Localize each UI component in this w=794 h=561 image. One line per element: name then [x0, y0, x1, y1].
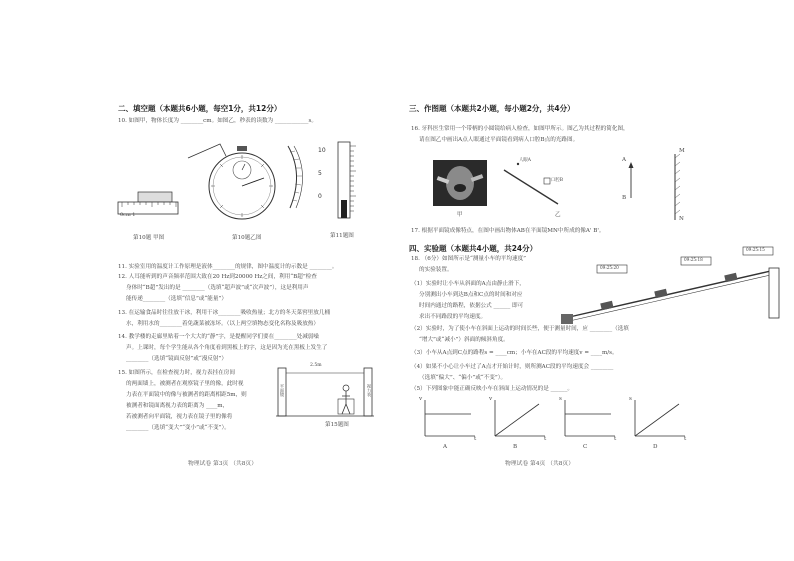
question-18-line-4: 分别测出小车到达B点和C点的时间和对应: [419, 292, 523, 298]
fig17-n-label: N: [679, 216, 684, 222]
question-18-line-2: 的实验装置。: [419, 267, 453, 273]
clock-a: 09:25:15: [746, 247, 765, 252]
graph-a-letter: A: [443, 444, 448, 450]
fig17-m-label: M: [679, 148, 685, 154]
graph-b-xaxis: t: [544, 436, 547, 442]
stopwatch-bracket: [188, 144, 226, 158]
mirror-diagram: [502, 158, 572, 208]
person-head: [343, 385, 349, 391]
dental-mirror-handle: [504, 170, 558, 204]
graph-b-line: [495, 404, 539, 436]
graph-a-yaxis: v: [419, 396, 423, 402]
graph-d-xaxis: t: [684, 436, 687, 442]
question-18-line-11: （选填“偏大”、“偏小”或“不变”）。: [419, 375, 507, 381]
fig17-b-label: B: [622, 195, 627, 201]
stopwatch-crown: [237, 146, 247, 151]
incline-apparatus: [557, 256, 787, 326]
fig16-point-b-label: 口腔B: [551, 178, 564, 183]
patient-mouth: [454, 184, 466, 192]
question-11: 11. 实验室用的温度计工作原理是液体________的规律，图中温度计的示数是 ________。: [118, 264, 338, 270]
svg-text:5: 5: [318, 170, 322, 177]
fig16-label-a: 甲: [457, 212, 463, 218]
arc-scale: [288, 146, 297, 208]
graph-c-yaxis: s: [559, 396, 562, 402]
question-13-line-1: 13. 在运输食品时往往放干冰，利用干冰________吸收热量；北方的冬天菜窖里放几桶: [118, 310, 331, 316]
cart-c: [600, 301, 613, 311]
graph-c-letter: C: [583, 444, 588, 450]
question-16-line-2: 请在图乙中画出A点人眼通过平面镜看到病人口腔B点的光路图。: [419, 137, 579, 143]
question-12-line-1: 12. 人耳能听到的声音频率范围大致在20 Hz到20000 Hz之间，利用“B超”检查: [118, 274, 317, 280]
figure-10a-caption: 第10题 甲图: [133, 235, 165, 241]
graph-b: [495, 400, 545, 436]
question-14-line-2: 声。上课时，每个学生能从各个角度看到黑板上的字，这是因为光在黑板上发生了: [126, 345, 328, 351]
question-13-line-2: 水，利用水的________着免蔬菜被冻坏。（以上两空填物态变化名称及吸放热）: [126, 321, 319, 327]
svg-text:0: 0: [318, 193, 322, 200]
point-b-box: [544, 178, 550, 184]
graph-a-xaxis: t: [474, 436, 477, 442]
question-14-line-1: 14. 教学楼的走廊里贴着一个大大的“静”字，是提醒同学们要在________处减弱噪: [118, 334, 319, 340]
fig17-a-label: A: [622, 157, 627, 163]
exam-page-4: [397, 0, 794, 561]
clock-b: 09:25:18: [684, 257, 703, 262]
question-10: 10. 如图甲，物体长度为 ________cm。如图乙，秒表的读数为 ____________s。: [118, 118, 317, 124]
dentist-photo: [433, 160, 487, 206]
figure-11-caption: 第11题图: [330, 233, 354, 239]
question-18-line-12: （5）下列图象中能正确反映小车在斜面上运动情况的是 ______。: [411, 386, 573, 392]
liquid-column: [341, 200, 347, 218]
thermometer-figure: [318, 140, 368, 225]
section-heading-drawing: 三、作图题（本题共2小题，每小题2分，共4分）: [409, 104, 575, 113]
incline-surface: [565, 270, 775, 318]
question-15-line-6: ________（选填“变大”“变小”或“不变”）。: [126, 425, 230, 431]
question-15-line-2: 的两面墙上，被测者在观察镜子里的像，此时视: [126, 381, 244, 387]
question-18-line-9: （3）小车从A点到C点的路程s = ____cm；小车在AC段的平均速度v = ____m/s。: [411, 350, 618, 356]
end-stop: [561, 314, 573, 324]
eye-test-figure: [276, 366, 376, 421]
graph-d: [635, 400, 685, 436]
section-heading-fill-blank: 二、填空题（本题共6小题，每空1分，共12分）: [118, 104, 282, 113]
question-15-line-5: 若被测者向平面镜，视力表在镜子里的像将: [126, 414, 233, 420]
graph-d-yaxis: s: [629, 396, 632, 402]
figure-15-caption: 第15题图: [325, 422, 349, 428]
svg-text:10: 10: [318, 147, 326, 154]
question-17: 17. 根据平面镜成像特点，在图中画出物体AB在平面镜MN中所成的像A' B'。: [411, 228, 605, 234]
stopwatch-figure: [180, 138, 310, 223]
question-18-line-10: （4）如果不小心让小车过了A点才开始计时，则所测AC段的平均速度会 ________: [411, 364, 614, 370]
question-15-line-1: 15. 如图所示，在检查视力时，视力表挂在房间: [118, 370, 235, 376]
clock-c: 09:25:20: [600, 265, 619, 270]
question-18-line-3: （1）实验时让小车从斜面的A点由静止滑下，: [411, 281, 525, 287]
graph-b-yaxis: v: [489, 396, 493, 402]
plane-mirror-figure: [607, 150, 697, 222]
figure-10b-caption: 第10题乙图: [232, 235, 262, 241]
patient-face: [446, 166, 474, 200]
fig15-distance-label: 2.5m: [310, 363, 322, 368]
question-15-line-4: 被测者和镜面离视力表的距离为 ____m，: [126, 403, 229, 409]
point-a: [517, 163, 519, 165]
fig15-mirror-label: 平面镜: [280, 384, 285, 397]
question-18-line-6: 求出不同路段的平均速度。: [419, 314, 487, 320]
graph-d-line: [635, 404, 679, 436]
fig15-chart-label: 视力表: [367, 384, 372, 397]
question-14-line-3: ________（选填“镜面反射”或“漫反射”）: [126, 356, 227, 362]
motion-graphs: [419, 396, 689, 450]
question-16-line-1: 16. 牙科医生常用一个带柄的小圆镜给病人检查，如图甲所示。图乙为其过程的简化图，: [411, 126, 629, 132]
cart-b: [654, 289, 667, 299]
graph-a: [425, 400, 475, 436]
question-12-line-2: 身体时“B超”发出的是 ________（选填“超声波”或“次声波”），这是利用声: [126, 285, 309, 291]
question-18-line-8: “增大”或“减小”）斜面的倾斜角度。: [419, 337, 509, 343]
page-3-footer: 物理试卷 第3页 （共8页）: [188, 461, 258, 467]
graph-d-letter: D: [653, 444, 658, 450]
graph-c: [565, 400, 615, 436]
page-4-footer: 物理试卷 第4页 （共8页）: [505, 461, 575, 467]
graph-c-xaxis: t: [614, 436, 617, 442]
question-12-line-3: 能传递________（选填“信息”或“能量”）: [126, 296, 227, 302]
question-18-line-1: 18. （6分）如图所示是“测量小车的平均速度”: [411, 256, 527, 262]
fig16-label-b: 乙: [555, 212, 561, 218]
fig16-point-a-label: 人眼A: [519, 158, 531, 163]
question-18-line-7: （2）实验时，为了使小车在斜面上运动的时间长些，便于测量时间，应 ________（选填: [411, 326, 629, 332]
ruler-scale-label: 0cm 1: [120, 212, 136, 218]
question-15-line-3: 力表在平面镜中的像与被测者的距离相距5m，则: [126, 392, 247, 398]
object-arrowhead: [629, 162, 634, 168]
measured-block: [138, 192, 172, 202]
support-block: [769, 268, 779, 318]
graph-b-letter: B: [513, 444, 518, 450]
section-heading-experiment: 四、实验题（本题共4小题，共24分）: [409, 244, 538, 253]
question-18-line-5: 时间内通过的路程，依据公式 ______ 即可: [419, 303, 524, 309]
cart-a: [724, 273, 737, 283]
